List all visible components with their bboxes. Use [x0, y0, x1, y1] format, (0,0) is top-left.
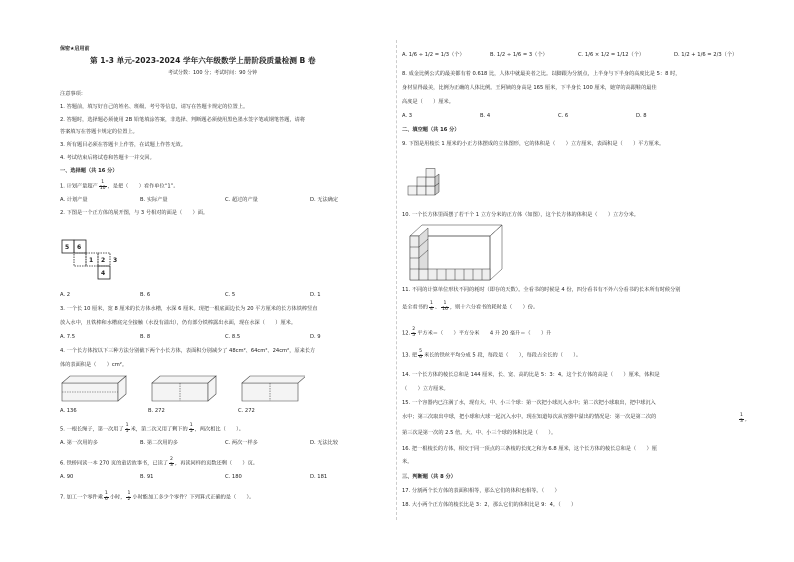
q7-option-b: B. 1/2 ÷ 1/6 = 3（个） — [490, 52, 548, 58]
q7-text-a: 7. 加工一个零件乘 — [60, 494, 103, 501]
q11-fraction-1 — [429, 302, 434, 312]
q1-option-b: B. 实际产量 — [140, 197, 168, 203]
q6-option-b: B. 91 — [140, 474, 154, 480]
q12-text-b: 平方米＝（ ）平方分米 4 升 20 毫升＝（ ）升 — [417, 330, 552, 337]
q11-text-b: 是全看书的 — [402, 304, 428, 311]
q15-text: 15. 一个容器内已注满了水，现有大、中、小三个球：第一次把小球沉入水中；第二次把小球取出，把中球沉入 — [402, 400, 656, 406]
net-face-6: 6 — [77, 244, 82, 251]
q8-text: 8. 成金比例公式的最美都有着 0.618 比，人体中就最美者之比。以脚跟为分割点，上半身与下半身的高度比是 5：8 时， — [402, 71, 681, 77]
frac-num: 1 — [125, 423, 129, 428]
q14-text: 14. 一个长方体的棱长总和是 144 厘米，长、宽、高的比是 5：3：4。这个长方体的高是（ ）厘米，体积是 — [402, 372, 660, 378]
frac-den: 4 — [429, 306, 433, 312]
q7-text-b: 小时， — [109, 494, 126, 501]
q15-fraction — [739, 414, 744, 424]
frac-num: 2 — [170, 457, 173, 462]
note-1: 1. 答题前，填写好自己的姓名、班级、考号等信息，请写在答题卡规定的位置上。 — [60, 104, 249, 110]
cuboid-2-top — [152, 376, 216, 383]
net-face-1: 1 — [89, 257, 94, 264]
section-2-heading: 二、填空题（共 16 分） — [402, 127, 460, 133]
exam-meta: 考试分数：100 分；考试时间：90 分钟 — [168, 70, 258, 76]
q6-option-a: A. 90 — [60, 474, 74, 480]
q7-text-c: 小时能加工多少个零件？下列算式正确的是（ ）。 — [132, 494, 255, 501]
q6-text — [60, 458, 258, 468]
q1-option-c: C. 超过的产量 — [225, 197, 258, 203]
q2-option-a: A. 2 — [60, 292, 71, 298]
q8-text-cont-2: 高度是（ ）厘米。 — [402, 99, 454, 105]
q3-text: 3. 一个长 10 厘米，宽 8 厘米的长方体水槽，水深 6 厘米。现把一根底面边长为 20 平方厘米的长方体铁棒竖直 — [60, 306, 318, 312]
section-3-heading: 三、判断题（共 8 分） — [402, 474, 456, 480]
q4-option-a: A. 136 — [60, 408, 77, 414]
q6-option-c: C. 180 — [225, 474, 242, 480]
frac-den: 3 — [740, 418, 743, 424]
q1-option-d: D. 无法确定 — [310, 197, 339, 203]
q8-option-b: B. 4 — [480, 113, 491, 119]
frac-num: 1 — [127, 491, 131, 496]
q6-fraction — [169, 458, 174, 468]
q3-option-a: A. 7.5 — [60, 334, 76, 340]
q11-separator: 、 — [434, 304, 441, 311]
q17-text: 17. 分割两个长方体的表面积相等，那么它们的体积也相等。（ ） — [402, 488, 560, 494]
section-1-heading: 一、选择题（共 16 分） — [60, 168, 118, 174]
q12-text — [402, 328, 551, 338]
q16-text-cont: 米。 — [402, 459, 413, 465]
q1-text — [60, 181, 179, 191]
note-2-cont: 答案填写在答题卡规定的位置上。 — [60, 129, 138, 135]
q16-text: 16. 把一根棱长的方体，相交于同一顶点的三条棱的长度之和为 6.8 厘米，这个长方体的棱长总和是（ ）厘 — [402, 446, 657, 452]
q4-text-cont: 体的表面积是（ ）cm²。 — [60, 362, 128, 368]
frac-den: 5 — [189, 428, 193, 434]
frac-num: 1 — [189, 423, 193, 428]
frac-den: 16 — [442, 306, 448, 312]
q11-text-c: ，则十六分看书的耗时是（ ）份。 — [449, 304, 539, 311]
q7-option-a: A. 1/6 ÷ 1/2 = 1/3（个） — [402, 52, 465, 58]
frac-den: 10 — [99, 185, 106, 191]
cube-net-figure — [60, 238, 130, 284]
q1-text-a: 1. 计划产量超产 — [60, 183, 98, 190]
q13-text-b: 米长的铁丝平均分成 5 段，每段是（ ），每段占全长的（ ）。 — [424, 352, 582, 359]
q10-text: 10. 一个长方体里面摆了若干个 1 立方分米的正方体（如图），这个长方体的体积是（ ）立方分米。 — [402, 212, 639, 218]
q3-text-cont: 放入水中，且铁棒和水槽底完全接触（水没有溢出），仍有部分铁棒露出水面，现在水深（ ）厘米。 — [60, 320, 297, 326]
frac-num: 1 — [99, 181, 107, 187]
box-with-cubes-figure — [408, 222, 504, 282]
q8-option-a: A. 3 — [402, 113, 413, 119]
q14-text-cont: （ ）立方厘米。 — [402, 386, 449, 392]
q2-option-c: C. 5 — [225, 292, 236, 298]
frac-den: 3 — [170, 462, 173, 468]
q11-fraction-2 — [441, 302, 449, 312]
frac-den: 2 — [127, 496, 131, 502]
q5-text-c: ，两次相比（ ）。 — [194, 426, 244, 433]
frac-den: 6 — [419, 354, 423, 360]
q2-option-b: B. 6 — [140, 292, 151, 298]
q6-option-d: D. 181 — [310, 474, 328, 480]
q2-option-d: D. 1 — [310, 292, 321, 298]
note-3: 3. 所有题目必须在答题卡上作答，在试题上作答无效。 — [60, 142, 186, 148]
cube-stack-figure — [406, 168, 442, 198]
frac-num: 1 — [429, 301, 433, 306]
q8-option-c: C. 6 — [558, 113, 569, 119]
q5-text-a: 5. 一根长绳子，第一次用了 — [60, 426, 124, 433]
q15-fraction-wrap — [738, 414, 750, 424]
q5-text-b: 米，第二次又用了剩下的 — [130, 426, 188, 433]
q15-text-cont-2: 第三次是第一次的 2.5 倍。大、中、小三个球的体积比是（ ）。 — [402, 430, 557, 436]
q11-text: 11. 不同的计算单位形状不同的耗时（即存的天数）。全看书的时候是 4 份，四分看书有不外六分看书的长本所有时候分别 — [402, 287, 681, 293]
q13-fraction — [418, 350, 423, 360]
q6-text-a: 6. 铁桥同读一本 270 页的童话故事书，已读了 — [60, 460, 168, 467]
q15-text-cont: 水中；第三次取出中球，把小球和大球一起沉入水中。现在知道每次从容器中溢出的情况是：第一次是第二次的 — [402, 414, 657, 420]
net-face-5: 5 — [65, 244, 70, 251]
frac-num: 1 — [104, 491, 108, 496]
page-title: 第 1-3 单元-2023-2024 学年六年级数学上册阶段质量检测 B 卷 — [90, 56, 316, 65]
q5-fraction — [125, 424, 130, 434]
cuboid-figures — [60, 374, 305, 404]
q11-text-cont — [402, 302, 538, 312]
q12-fraction — [411, 328, 416, 338]
q1-text-b: ，是把（ ）看作单位“1”。 — [107, 183, 179, 190]
q3-option-d: D. 9 — [310, 334, 321, 340]
q7-fraction-2 — [126, 492, 131, 502]
note-2: 2. 答题时，选择题必须使用 2B 铅笔填涂答案，非选择、判断题必须使用黑色墨水签字笔或钢笔答题，请将 — [60, 117, 306, 123]
q5-text — [60, 424, 244, 434]
q5-option-a: A. 第一次用的多 — [60, 440, 98, 446]
cuboid-3-top — [242, 376, 305, 383]
notes-heading: 注意事项： — [60, 91, 86, 97]
q18-text: 18. 大小两个正方体的棱长比是 3：2，那么它们的体积比是 9：4。（ ） — [402, 502, 577, 508]
frac-num: 2 — [412, 327, 416, 332]
cuboid-1-top — [62, 376, 126, 383]
q7-fraction — [104, 492, 109, 502]
q5-option-c: C. 两次一样多 — [225, 440, 258, 446]
frac-den: 6 — [104, 496, 108, 502]
note-4: 4. 考试结束后将试卷和答题卡一并交回。 — [60, 155, 155, 161]
q4-text: 4. 一个长方体按以下三种方法分别截下两个小长方体，表面积分别减少了 48cm²、64cm²、24cm²，原来长方 — [60, 348, 316, 354]
q5-option-b: B. 第二次用的多 — [140, 440, 178, 446]
q5-fraction-2 — [189, 424, 194, 434]
q2-text: 2. 下图是一个正方体的展开图，与 3 号相对的面是（ ）面。 — [60, 210, 209, 216]
q7-option-d: D. 1/2 + 1/6 = 2/3（个） — [674, 52, 738, 58]
q12-text-a: 12. — [402, 330, 411, 337]
frac-num: 5 — [419, 349, 423, 354]
q7-text — [60, 492, 254, 502]
q1-fraction — [99, 181, 107, 191]
q3-option-c: C. 8.5 — [225, 334, 241, 340]
q4-option-b: B. 272 — [148, 408, 165, 414]
secret-mark: 保密★启用前 — [60, 46, 90, 52]
q8-text-cont: 身材显得最美，比例为正确的人体比例。王阿姨的身高是 165 厘米，下半身长 100 厘米，她穿的高跟鞋的最佳 — [402, 85, 657, 91]
q13-text-a: 13. 把 — [402, 352, 418, 359]
frac-den: 5 — [125, 428, 129, 434]
frac-num: 1 — [441, 302, 449, 308]
q8-option-d: D. 8 — [636, 113, 647, 119]
q5-option-d: D. 无法比较 — [310, 440, 339, 446]
q7-option-c: C. 1/6 × 1/2 = 1/12（个） — [578, 52, 645, 58]
net-face-2: 2 — [101, 257, 106, 264]
frac-den: 5 — [412, 332, 416, 338]
net-face-4: 4 — [101, 270, 106, 277]
q6-text-b: ，再读同样的页数还剩（ ）页。 — [174, 460, 258, 467]
frac-num: 1 — [740, 413, 743, 418]
q9-text: 9. 下图是用棱长 1 厘米的小正方体摆成的立体图形，它的体积是（ ）立方厘米，表面积是（ ）平方厘米。 — [402, 141, 665, 147]
column-divider — [396, 40, 397, 520]
net-face-3: 3 — [113, 257, 118, 264]
q4-option-c: C. 272 — [238, 408, 255, 414]
q13-text — [402, 350, 581, 360]
q1-option-a: A. 计划产量 — [60, 197, 88, 203]
q15-comma: ， — [744, 416, 751, 423]
q3-option-b: B. 8 — [140, 334, 151, 340]
